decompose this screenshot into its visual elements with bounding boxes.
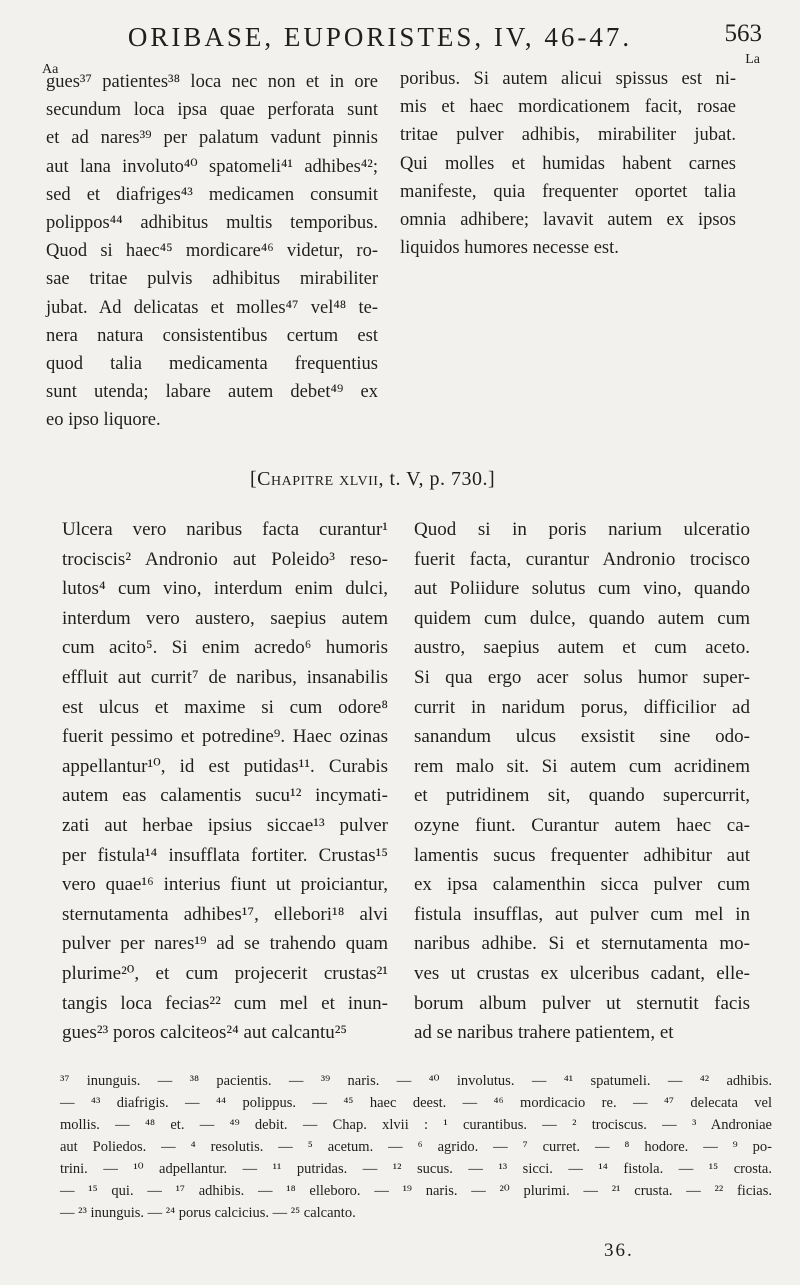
text-line: et putridinem sit, quando supercurrit, (414, 785, 750, 807)
text-line: Si qua ergo acer solus humor super- (414, 666, 750, 688)
text-line: Ulcera vero naribus facta curantur¹ (62, 519, 388, 540)
margin-note-right: La (745, 52, 760, 67)
text-line: per fistula¹⁴ insufflata fortiter. Crustas¹⁵ (62, 844, 388, 866)
text-line: tritae pulver adhibis, mirabiliter jubat. (400, 125, 736, 146)
running-title: ORIBASE, EUPORISTES, IV, 46-47. (127, 22, 633, 52)
text-line: fuerit facta, curantur Andronio trocisco (414, 548, 750, 570)
text-line: Quod si in poris narium ulceratio (414, 519, 750, 540)
text-line: trociscis² Andronio aut Poleido³ reso- (62, 548, 388, 570)
text-line: naribus adhibe. Si et sternutamenta mo- (414, 933, 750, 955)
text-line: lutos⁴ cum vino, interdum enim dulci, (62, 578, 388, 600)
text-line: poribus. Si autem alicui spissus est ni- (400, 69, 736, 89)
text-line: mis et haec mordicationem facit, rosae (400, 97, 736, 118)
text-line: lamentis sucus frequenter adhibitur aut (414, 844, 750, 866)
text-line: borum album pulver ut sternutit facis (414, 992, 750, 1014)
top-left-column (46, 68, 378, 435)
text-line: quidem cum dulce, quando autem cum (414, 607, 750, 629)
chapter-heading (250, 468, 770, 491)
text-line: gues²³ poros calciteos²⁴ aut calcantu²⁵ (62, 1022, 348, 1044)
chapter-label: Chapitre xlvii (257, 468, 379, 490)
text-line: rem malo sit. Si autem cum acridinem (414, 755, 750, 777)
text-line: — ⁴³ diafrigis. — ⁴⁴ polippus. — ⁴⁵ haec deest. — ⁴⁶ mordicacio re. — ⁴⁷ delecata vel (60, 1095, 772, 1111)
text-line: ³⁷ inunguis. — ³⁸ pacientis. — ³⁹ naris. — ⁴⁰ involutus. — ⁴¹ spatumeli. — ⁴² adhibis. (60, 1073, 772, 1089)
text-line: aut Poliedos. — ⁴ resolutis. — ⁵ acetum. — ⁶ agrido. — ⁷ curret. — ⁸ hodore. — ⁹ po- (60, 1139, 772, 1155)
text-line: sed et diafriges⁴³ medicamen consumit (46, 184, 378, 205)
text-line: liquidos humores necesse est. (400, 238, 619, 259)
text-line: gues³⁷ patientes³⁸ loca nec non et in ore (46, 72, 378, 92)
text-line: sternutamenta adhibes¹⁷, ellebori¹⁸ alvi (62, 903, 388, 925)
margin-note-left: Aa (42, 62, 59, 77)
text-line: tangis loca fecias²² cum mel et inun- (62, 992, 388, 1014)
text-line: trini. — ¹⁰ adpellantur. — ¹¹ putridas. — ¹² sucus. — ¹³ sicci. — ¹⁴ fistola. — ¹⁵ crosta. (60, 1161, 772, 1177)
chapter-reference: , t. V, p. 730.] (378, 468, 496, 490)
text-line: zati aut herbae ipsius siccae¹³ pulver (62, 814, 388, 836)
text-line: sunt utenda; labare autem debet⁴⁹ ex (46, 382, 378, 403)
text-line: pulver per nares¹⁹ ad se trahendo quam (62, 933, 388, 955)
text-line: aut Poliidure solutus cum vino, quando (414, 578, 750, 600)
text-line: est ulcus et maxime si cum odore⁸ (62, 696, 388, 718)
text-line: currit in naridum porus, difficilior ad (414, 696, 750, 718)
text-line: secundum loca ipsa quae perforata sunt (46, 100, 378, 121)
text-line: eo ipso liquore. (46, 410, 161, 431)
text-line: effluit aut currit⁷ de naribus, insanabilis (62, 666, 388, 688)
text-line: interdum vero austero, saepius autem (62, 607, 388, 629)
text-line: et ad nares³⁹ per palatum vadunt pinnis (46, 128, 378, 149)
text-line: plurime²⁰, et cum projecerit crustas²¹ (62, 962, 388, 984)
text-line: sanandum ulcus exsistit sine odo- (414, 726, 750, 748)
text-line: omnia adhibere; lavavit autem ex ipsos (400, 210, 736, 231)
text-line: sae tritae pulvis adhibitus mirabiliter (46, 269, 378, 290)
page-number: 563 (724, 20, 762, 47)
text-line: ex ipsa calamenthin sicca pulver cum (414, 874, 750, 896)
chapter-bracket: [ (250, 468, 258, 490)
text-line: austro, saepius autem et cum aceto. (414, 637, 750, 659)
text-line: fuerit pessimo et potredine⁹. Haec ozinas (62, 726, 388, 748)
text-line: — ¹⁵ qui. — ¹⁷ adhibis. — ¹⁸ elleboro. — ¹⁹ naris. — ²⁰ plurimi. — ²¹ crusta. — ²² ficias. (60, 1183, 772, 1199)
text-line: nera natura consistentibus certum est (46, 325, 378, 346)
signature-mark: 36. (604, 1240, 634, 1261)
text-line: ves ut crustas ex ulceribus cadant, elle- (414, 962, 750, 984)
text-line: autem eas calamentis sucu¹² incymati- (62, 785, 388, 807)
bottom-right-column (414, 515, 750, 1048)
text-line: — ²³ inunguis. — ²⁴ porus calcicius. — ²⁵ calcanto. (60, 1205, 356, 1221)
text-line: appellantur¹⁰, id est putidas¹¹. Curabis (62, 755, 388, 777)
text-line: manifeste, quia frequenter oportet talia (400, 181, 736, 202)
text-line: Qui molles et humidas habent carnes (400, 153, 736, 174)
text-line: jubat. Ad delicatas et molles⁴⁷ vel⁴⁸ te- (46, 297, 378, 318)
text-line: mollis. — ⁴⁸ et. — ⁴⁹ debit. — Chap. xlvii : ¹ curantibus. — ² trociscus. — ³ Androniae (60, 1117, 772, 1133)
text-line: quod talia medicamenta frequentius (46, 354, 378, 375)
top-right-column (400, 65, 736, 262)
text-line: vero quae¹⁶ interius fiunt ut proiciantur, (62, 874, 388, 896)
bottom-left-column (62, 515, 388, 1048)
text-line: Quod si haec⁴⁵ mordicare⁴⁶ videtur, ro- (46, 241, 378, 262)
footnotes (60, 1070, 772, 1224)
text-line: cum acito⁵. Si enim acredo⁶ humoris (62, 637, 388, 659)
text-line: polippos⁴⁴ adhibitus multis temporibus. (46, 213, 378, 234)
text-line: ozyne fiunt. Curantur autem haec ca- (414, 814, 750, 836)
text-line: ad se naribus trahere patientem, et (414, 1022, 674, 1044)
text-line: fistula insufflas, aut pulver cum mel in (414, 903, 750, 925)
text-line: aut lana involuto⁴⁰ spatomeli⁴¹ adhibes⁴²; (46, 156, 378, 177)
